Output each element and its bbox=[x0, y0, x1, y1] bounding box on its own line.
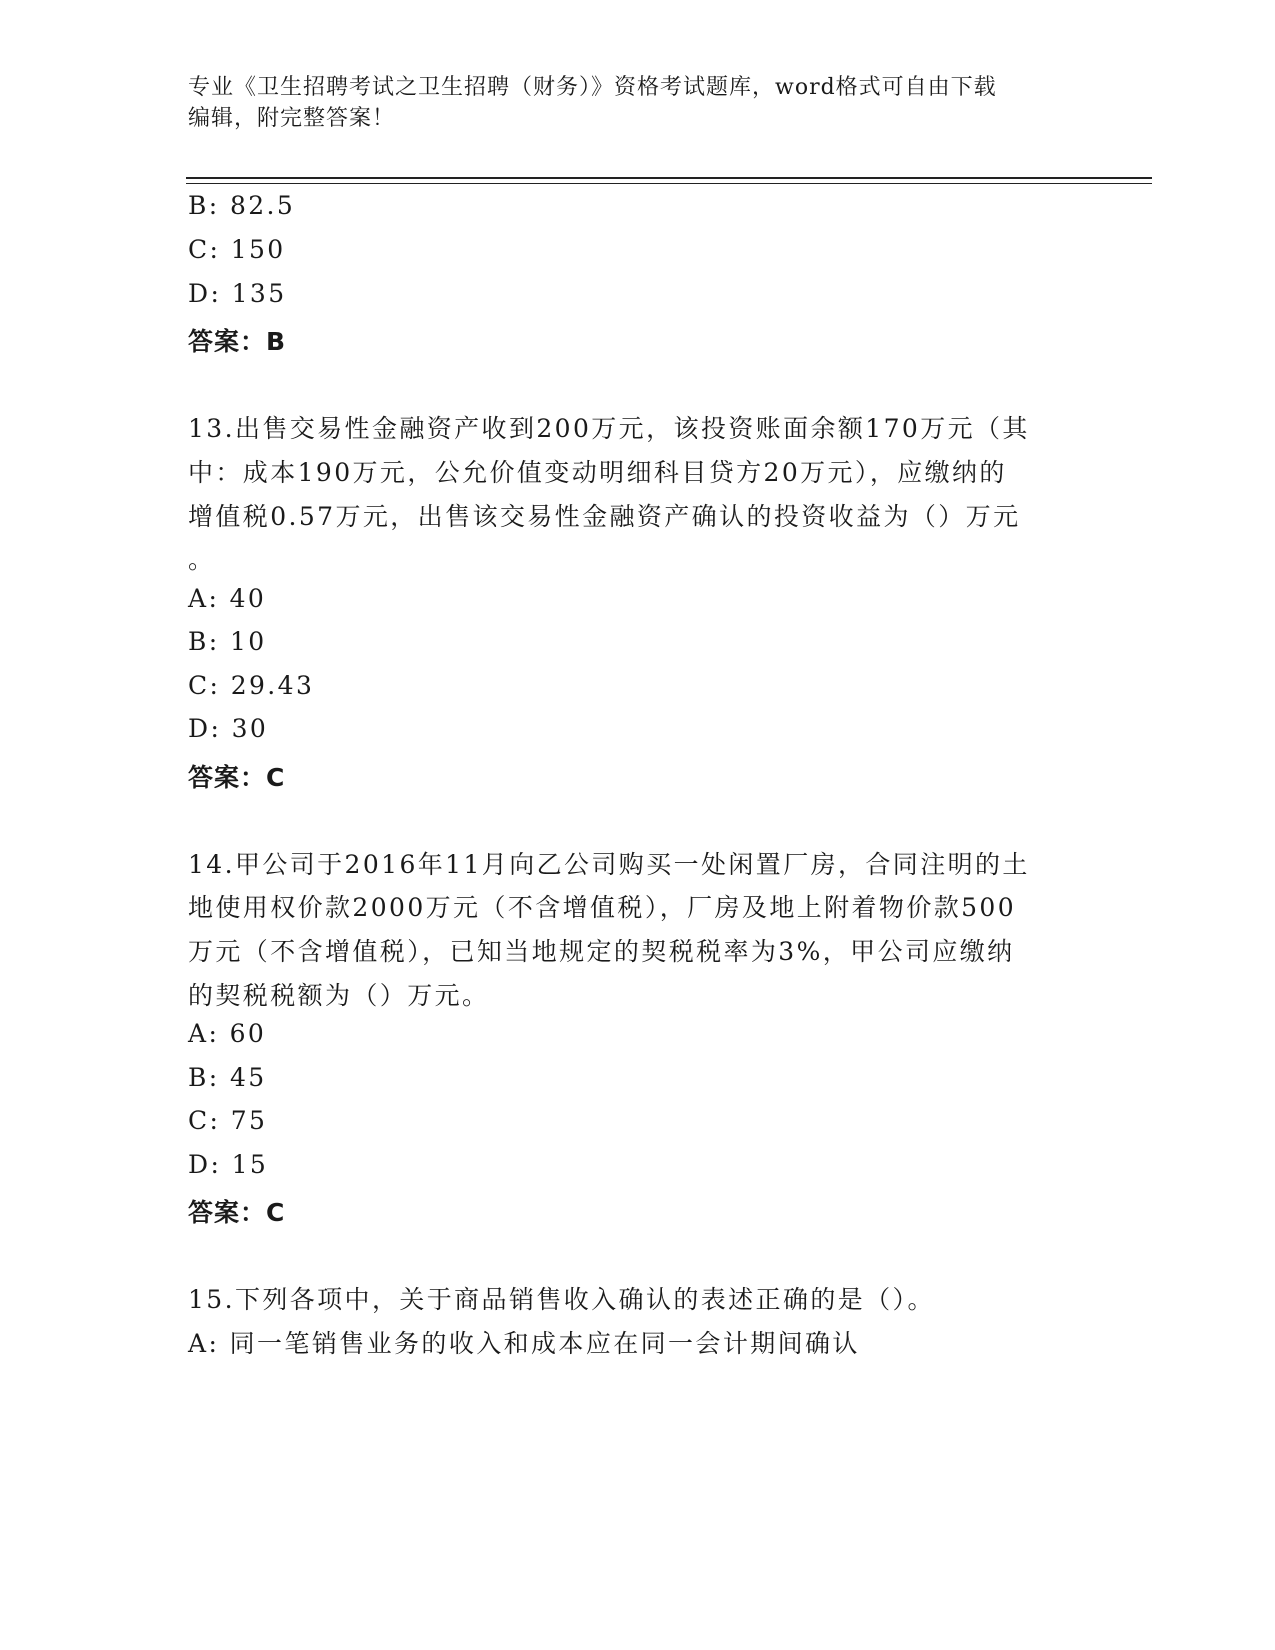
q15-stem-line-1: 15.下列各项中，关于商品销售收入确认的表述正确的是（）。 bbox=[188, 1285, 935, 1314]
q13-option-d: D: 30 bbox=[188, 714, 269, 743]
q14-option-d: D: 15 bbox=[188, 1150, 269, 1179]
q14-stem-line-1: 14.甲公司于2016年11月向乙公司购买一处闲置厂房，合同注明的土 bbox=[188, 850, 1030, 879]
q14-stem-line-2: 地使用权价款2000万元（不含增值税），厂房及地上附着物价款500 bbox=[188, 893, 1017, 922]
q14-stem-line-3: 万元（不含增值税），已知当地规定的契税税率为3%，甲公司应缴纳 bbox=[188, 937, 1015, 966]
q12-option-d: D: 135 bbox=[188, 279, 287, 308]
header-divider-thick bbox=[186, 177, 1152, 179]
q13-stem-line-2: 中：成本190万元，公允价值变动明细科目贷方20万元），应缴纳的 bbox=[188, 458, 1007, 487]
header-line-1: 专业《卫生招聘考试之卫生招聘（财务）》资格考试题库，word格式可自由下载 bbox=[188, 75, 997, 100]
q13-stem-line-3: 增值税0.57万元，出售该交易性金融资产确认的投资收益为（）万元 bbox=[188, 502, 1021, 531]
document-header bbox=[188, 72, 1088, 134]
q13-option-c: C: 29.43 bbox=[188, 671, 315, 700]
q12-answer: 答案：B bbox=[188, 327, 287, 356]
q14-stem-line-4: 的契税税额为（）万元。 bbox=[188, 981, 490, 1010]
q13-option-a: A: 40 bbox=[188, 584, 267, 613]
header-divider-thin bbox=[186, 183, 1152, 184]
q13-stem-line-1: 13.出售交易性金融资产收到200万元，该投资账面余额170万元（其 bbox=[188, 414, 1030, 443]
q13-stem-line-4: 。 bbox=[188, 545, 216, 574]
q12-option-b: B: 82.5 bbox=[188, 191, 296, 220]
q13-option-b: B: 10 bbox=[188, 627, 267, 656]
q15-option-a: A: 同一笔销售业务的收入和成本应在同一会计期间确认 bbox=[188, 1329, 860, 1358]
q14-option-c: C: 75 bbox=[188, 1106, 268, 1135]
q14-answer: 答案：C bbox=[188, 1198, 286, 1227]
q12-option-c: C: 150 bbox=[188, 235, 286, 264]
header-line-2: 编辑，附完整答案！ bbox=[188, 106, 396, 131]
q14-option-b: B: 45 bbox=[188, 1063, 267, 1092]
q13-answer: 答案：C bbox=[188, 763, 286, 792]
q14-option-a: A: 60 bbox=[188, 1019, 267, 1048]
